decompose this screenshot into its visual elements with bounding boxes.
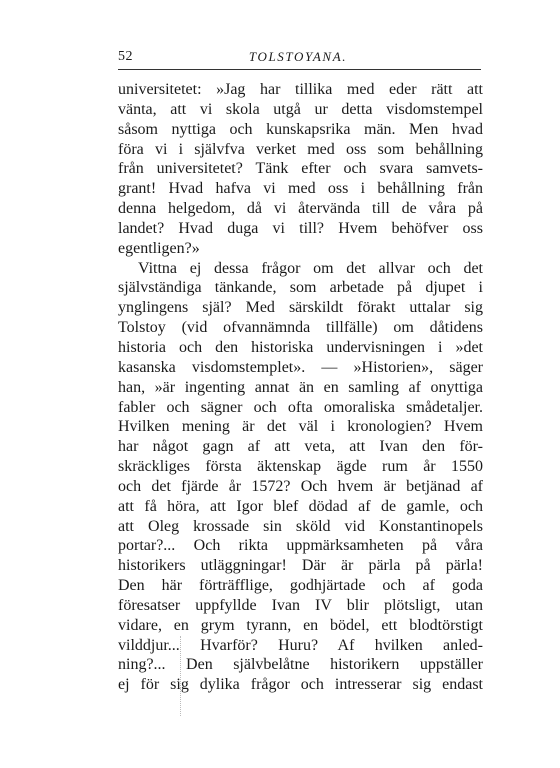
text-line: denna helgedom, då vi återvända till de våra på <box>118 200 483 218</box>
text-line: universitetet: »Jag har tillika med eder rätt att <box>118 81 483 98</box>
text-line: historikers utläggningar! Där är pärla på pärla! <box>118 557 483 575</box>
page-number: 52 <box>118 49 133 64</box>
text-line: skräckliges första äktenskap ägde rum år 1550 <box>118 458 483 476</box>
header-rule <box>118 69 481 70</box>
text-line: Vittna ej dessa frågor om det allvar och det <box>138 259 483 277</box>
text-line: vilddjur... Hvarför? Huru? Af hvilken anled- <box>118 636 483 654</box>
text-line: egentligen?» <box>118 239 200 257</box>
text-line: såsom nyttiga och kunskapsrika män. Men hvad <box>118 120 483 138</box>
text-line: Den här förträfflige, godhjärtade och af goda <box>118 577 483 595</box>
text-line: att få höra, att Igor blef dödad af de gamle, och <box>118 497 483 515</box>
text-line: ning?... Den självbelåtne historikern uppställer <box>118 656 483 674</box>
text-line: Tolstoy (vid ofvannämnda tillfälle) om dåtidens <box>118 319 483 337</box>
text-line: och det fjärde år 1572? Och hvem är betjänad af <box>118 477 483 495</box>
scan-mark <box>180 636 181 716</box>
text-line: ynglingens själ? Med särskildt förakt uttalar sig <box>118 299 483 317</box>
text-line: föra vi i självfva verket med oss som behållning <box>118 140 483 158</box>
text-line: från universitetet? Tänk efter och svara samvets- <box>118 160 483 178</box>
text-line: fabler och sägner och ofta omoraliska smådetaljer. <box>118 398 483 416</box>
running-head <box>118 49 478 69</box>
body-text <box>118 80 483 695</box>
text-line: han, »är ingenting annat än en samling af onyttiga <box>118 378 483 396</box>
text-line: historia och den historiska undervisningen i »det <box>118 338 483 356</box>
text-line: vänta, att vi skola utgå ur detta visdomstempel <box>118 100 483 118</box>
text-line: grant! Hvad hafva vi med oss i behållning från <box>118 180 483 198</box>
text-line: vidare, en grym tyrann, en bödel, ett blodtörstigt <box>118 616 483 634</box>
running-title: TOLSTOYANA. <box>248 49 348 64</box>
text-line: självständiga tänkande, som arbetade på djupet i <box>118 279 483 297</box>
text-line: portar?... Och rikta uppmärksamheten på våra <box>118 537 483 555</box>
text-line: föresatser uppfyllde Ivan IV blir plötsligt, utan <box>118 596 483 614</box>
text-line: att Oleg krossade sin sköld vid Konstantinopels <box>118 517 483 535</box>
text-line: har något gagn af att veta, att Ivan den för- <box>118 438 483 456</box>
text-line: kasanska visdomstemplet». — »Historien», säger <box>118 358 483 376</box>
text-line: landet? Hvad duga vi till? Hvem behöfver oss <box>118 219 483 237</box>
text-line: ej för sig dylika frågor och intresserar sig endast <box>118 676 483 694</box>
text-line: Hvilken mening är det väl i kronologien? Hvem <box>118 418 483 436</box>
